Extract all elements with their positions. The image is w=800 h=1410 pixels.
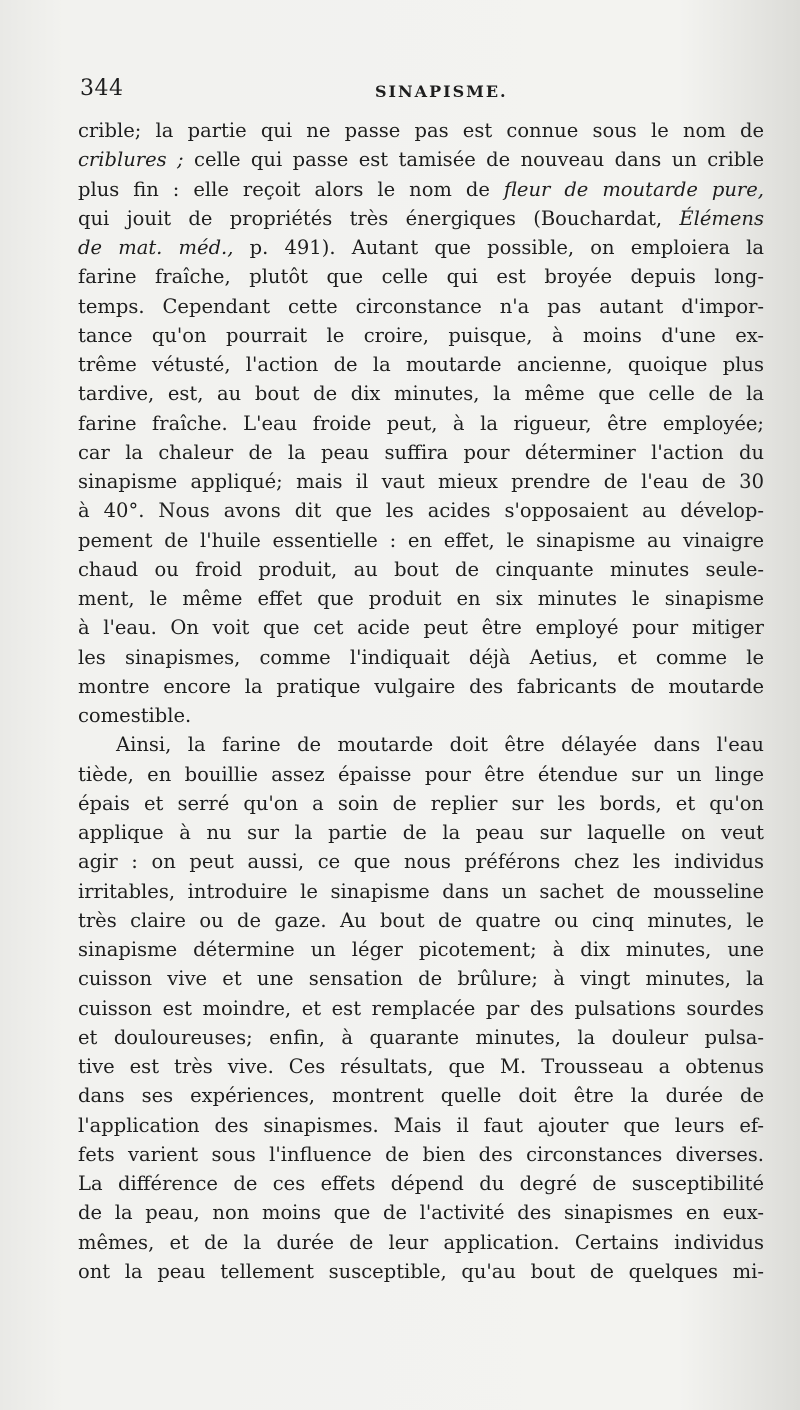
text-line (78, 292, 764, 321)
text-span: applique à nu sur la partie de la peau sur laquelle on veut (78, 821, 764, 844)
text-line (78, 760, 764, 789)
text-span: tardive, est, au bout de dix minutes, la même que celle de la (78, 382, 764, 406)
text-line (78, 438, 764, 467)
text-span: fets varient sous l'influence de bien des circonstances diverses. (78, 1142, 764, 1166)
text-line (78, 321, 764, 350)
text-span: p. 491). Autant que possible, on emploiera la (233, 236, 764, 259)
text-line (78, 818, 764, 847)
text-span: sinapisme appliqué; mais il vaut mieux prendre de l'eau de 30 (78, 470, 764, 493)
text-line (78, 409, 764, 438)
text-line (78, 701, 764, 730)
text-span: ont la peau tellement susceptible, qu'au bout de quelques mi- (78, 1259, 764, 1283)
text-line (78, 350, 764, 379)
text-span: les sinapismes, comme l'indiquait déjà Aetius, et comme le (78, 645, 764, 669)
text-span: pement de l'huile essentielle : en effet, le sinapisme au vinaigre (78, 528, 764, 552)
text-line (78, 1228, 764, 1257)
text-line (78, 379, 764, 408)
text-line (78, 672, 764, 701)
text-span: agir : on peut aussi, ce que nous préférons chez les individus (78, 850, 764, 874)
text-span: Ainsi, la farine de moutarde doit être délayée dans l'eau (116, 733, 764, 757)
text-line (78, 233, 764, 262)
text-line (78, 262, 764, 291)
running-head: SINAPISME. (375, 82, 508, 101)
text-span: mêmes, et de la durée de leur application. Certains individus (78, 1230, 764, 1254)
text-span: farine fraîche. L'eau froide peut, à la rigueur, être employée; (78, 411, 764, 435)
text-line (78, 964, 764, 993)
italic-span: de mat. méd., (78, 236, 234, 259)
text-line (78, 116, 764, 145)
text-line (78, 877, 764, 906)
text-span: très claire ou de gaze. Au bout de quatre ou cinq minutes, le (78, 908, 764, 932)
text-line (78, 145, 764, 174)
text-span: sinapisme détermine un léger picotement; à dix minutes, une (78, 938, 764, 961)
text-span: tiède, en bouillie assez épaisse pour être étendue sur un linge (78, 762, 764, 786)
text-line (78, 789, 764, 818)
text-line (78, 906, 764, 935)
text-span: trême vétusté, l'action de la moutarde ancienne, quoique plus (78, 353, 764, 376)
page-header (80, 76, 760, 110)
text-span: de la peau, non moins que de l'activité des sinapismes en eux- (78, 1201, 764, 1225)
text-line (78, 1052, 764, 1081)
italic-span: Élémens (679, 206, 764, 230)
text-span: chaud ou froid produit, au bout de cinquante minutes seule- (78, 557, 764, 581)
text-line (78, 847, 764, 876)
text-span: farine fraîche, plutôt que celle qui est broyée depuis long- (78, 265, 764, 289)
text-span: cuisson est moindre, et est remplacée par des pulsations sourdes (78, 996, 764, 1020)
text-span: montre encore la pratique vulgaire des fabricants de moutarde (78, 674, 764, 698)
text-span: celle qui passe est tamisée de nouveau dans un crible (183, 148, 764, 172)
text-span: à 40°. Nous avons dit que les acides s'opposaient au dévelop- (78, 499, 764, 523)
text-span: dans ses expériences, montrent quelle doit être la durée de (78, 1084, 764, 1108)
text-line (78, 994, 764, 1023)
text-span: ment, le même effet que produit en six minutes le sinapisme (78, 587, 764, 610)
text-span: tance qu'on pourrait le croire, puisque, à moins d'une ex- (78, 323, 764, 347)
text-span: temps. Cependant cette circonstance n'a pas autant d'impor- (78, 294, 764, 318)
text-span: cuisson vive et une sensation de brûlure; à vingt minutes, la (78, 967, 764, 991)
text-span: La différence de ces effets dépend du degré de susceptibilité (78, 1172, 764, 1195)
text-line (78, 555, 764, 584)
text-span: épais et serré qu'on a soin de replier sur les bords, et qu'on (78, 791, 764, 815)
text-span: qui jouit de propriétés très énergiques (Bouchardat, (78, 206, 680, 230)
text-span: plus fin : elle reçoit alors le nom de (78, 177, 504, 201)
text-line (78, 584, 764, 613)
text-span: crible; la partie qui ne passe pas est connue sous le nom de (78, 119, 764, 142)
text-line (78, 204, 764, 233)
text-span: irritables, introduire le sinapisme dans un sachet de mousseline (78, 879, 764, 903)
text-line (78, 1023, 764, 1052)
text-line (78, 1081, 764, 1110)
text-line (78, 1257, 764, 1286)
text-span: et douloureuses; enfin, à quarante minutes, la douleur pulsa- (78, 1025, 764, 1049)
text-line (78, 1111, 764, 1140)
text-line (78, 175, 764, 204)
italic-span: fleur de moutarde pure, (503, 177, 764, 201)
text-line (78, 467, 764, 496)
text-line (78, 1140, 764, 1169)
text-line (78, 935, 764, 964)
text-line (78, 643, 764, 672)
text-line (78, 496, 764, 525)
text-span: car la chaleur de la peau suffira pour déterminer l'action du (78, 440, 764, 464)
text-line (78, 1198, 764, 1227)
italic-span: criblures ; (78, 148, 184, 172)
body-text (78, 116, 764, 1286)
text-line (78, 1169, 764, 1198)
text-span: à l'eau. On voit que cet acide peut être employé pour mitiger (78, 616, 764, 640)
text-span: l'application des sinapismes. Mais il faut ajouter que leurs ef- (78, 1113, 764, 1137)
text-span: tive est très vive. Ces résultats, que M. Trousseau a obtenus (78, 1055, 764, 1078)
page-number: 344 (80, 76, 124, 101)
text-line (78, 526, 764, 555)
text-line (78, 730, 764, 759)
text-line (78, 613, 764, 642)
text-span: comestible. (78, 704, 192, 727)
